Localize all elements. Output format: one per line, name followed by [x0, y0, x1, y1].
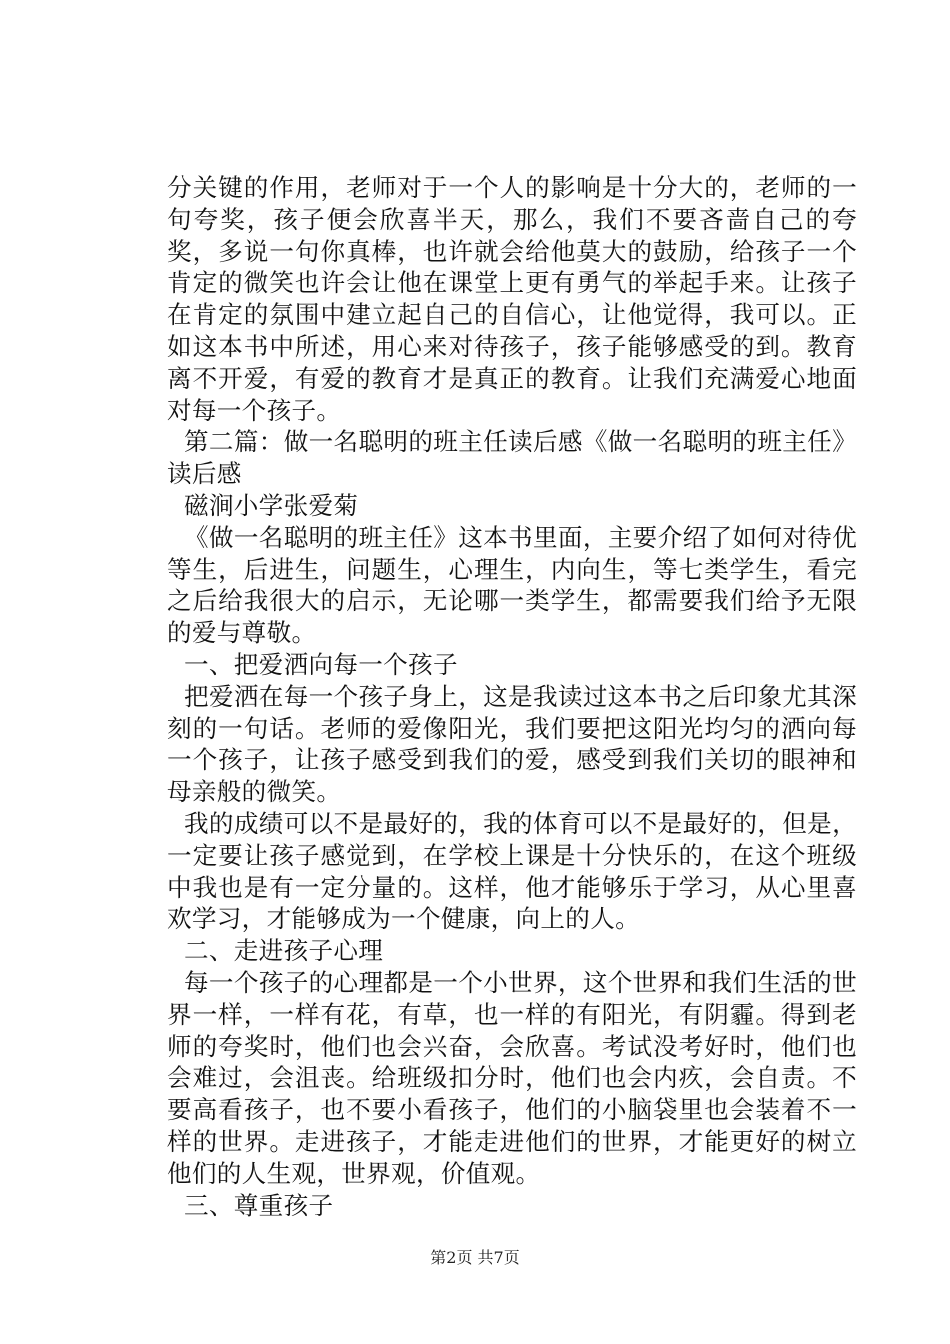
page-footer: 第2页 共7页	[430, 1248, 520, 1267]
paragraph-section-two: 每一个孩子的心理都是一个小世界，这个世界和我们生活的世界一样，一样有花，有草，也一样的有阳光，有阴霾。得到老师的夸奖时，他们也会兴奋，会欣喜。考试没考好时，他们也会难过，会沮丧。给班级扣分时，他们也会内疚，会自责。不要高看孩子，也不要小看孩子，他们的小脑袋里也会装着不一样的世界。走进孩子，才能走进他们的世界，才能更好的树立他们的人生观，世界观，价值观。	[167, 967, 857, 1188]
paragraph-section-one-a: 把爱洒在每一个孩子身上，这是我读过这本书之后印象尤其深刻的一句话。老师的爱像阳光，我们要把这阳光均匀的洒向每一个孩子，让孩子感受到我们的爱，感受到我们关切的眼神和母亲般的微笑。	[167, 681, 857, 807]
paragraph-intro: 《做一名聪明的班主任》这本书里面，主要介绍了如何对待优等生，后进生，问题生，心理生，内向生，等七类学生，看完之后给我很大的启示，无论哪一类学生，都需要我们给予无限的爱与尊敬。	[167, 522, 857, 648]
document-body	[167, 172, 857, 1221]
paragraph-1: 分关键的作用，老师对于一个人的影响是十分大的，老师的一句夸奖，孩子便会欣喜半天，那么，我们不要吝啬自己的夸奖，多说一句你真棒，也许就会给他莫大的鼓励，给孩子一个肯定的微笑也许会让他在课堂上更有勇气的举起手来。让孩子在肯定的氛围中建立起自己的自信心，让他觉得，我可以。正如这本书中所述，用心来对待孩子，孩子能够感受的到。教育离不开爱，有爱的教育才是真正的教育。让我们充满爱心地面对每一个孩子。	[167, 173, 857, 425]
author-line: 磁涧小学张爱菊	[184, 490, 359, 520]
section-heading-two: 二、走进孩子心理	[184, 936, 384, 966]
section-heading-chapter-two: 第二篇：做一名聪明的班主任读后感《做一名聪明的班主任》读后感	[167, 427, 857, 489]
section-heading-three: 三、尊重孩子	[184, 1190, 334, 1220]
section-heading-one: 一、把爱洒向每一个孩子	[184, 649, 458, 679]
paragraph-section-one-b: 我的成绩可以不是最好的，我的体育可以不是最好的，但是，一定要让孩子感觉到，在学校上课是十分快乐的，在这个班级中我也是有一定分量的。这样，他才能够乐于学习，从心里喜欢学习，才能够成为一个健康，向上的人。	[167, 808, 857, 934]
